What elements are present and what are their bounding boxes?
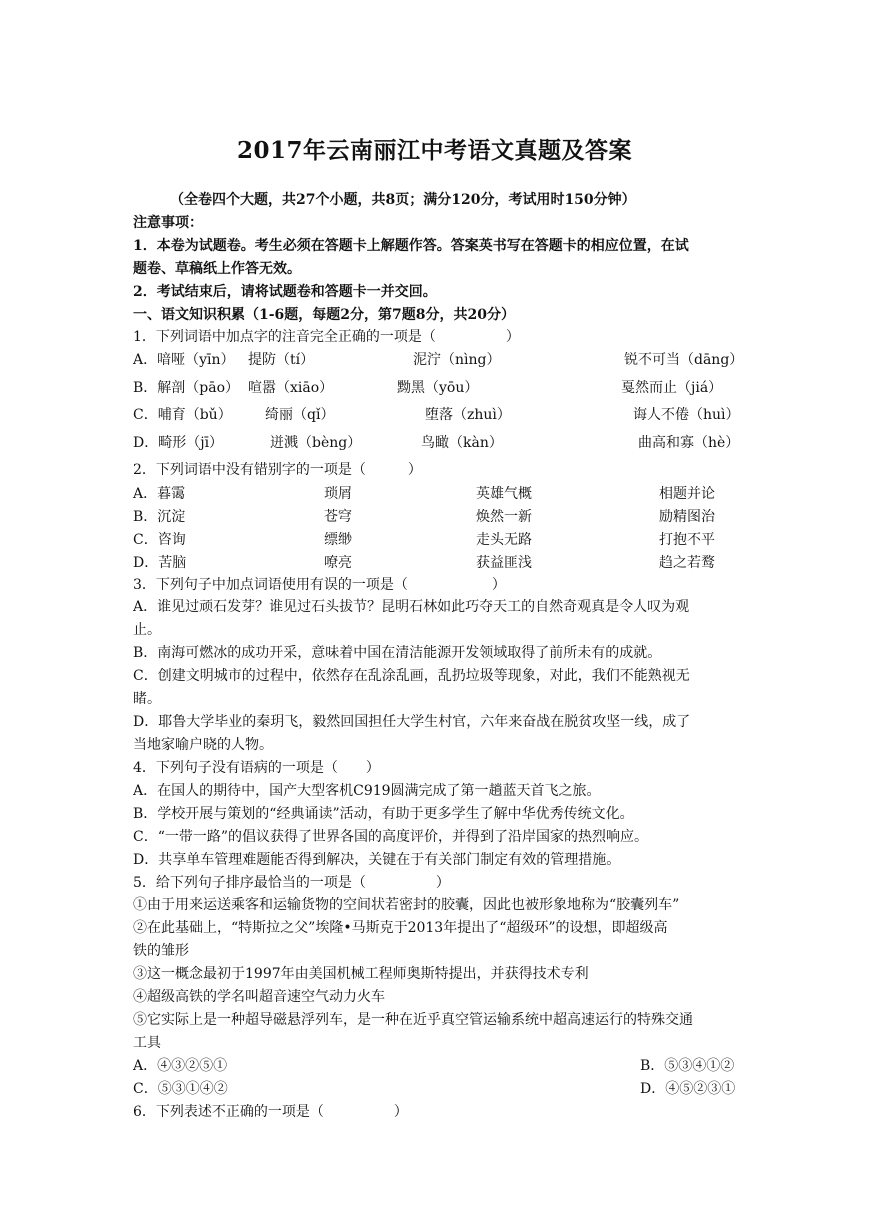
- q5-option-b: B．⑤③④①②: [640, 1058, 735, 1074]
- q2-a-word2: 琐屑: [324, 486, 352, 502]
- q5-sentence-5-cont: 工具: [133, 1035, 161, 1051]
- notes-title: 注意事项：: [133, 215, 203, 231]
- q1-a-word4: 锐不可当（dāng）: [624, 352, 744, 368]
- q5-option-row: [133, 1080, 739, 1100]
- q2-b-word4: 励精图治: [659, 509, 715, 525]
- q5-sentence-1: ①由于用来运送乘客和运输货物的空间状若密封的胶囊，因此也被形象地称为“胶囊列车”: [133, 897, 680, 913]
- q2-stem: 2．下列词语中没有错别字的一项是（ ）: [133, 462, 422, 478]
- q5-option-c: C．⑤③①④②: [133, 1081, 228, 1097]
- q3-option-b: B．南海可燃冰的成功开采，意味着中国在清洁能源开发领域取得了前所未有的成就。: [133, 645, 662, 661]
- q1-d-word1: D．畸形（jī）: [133, 435, 224, 451]
- note-1-line-1: 1．本卷为试题卷。考生必须在答题卡上解题作答。答案英书写在答题卡的相应位置，在试: [133, 238, 689, 254]
- q1-a-word2: 提防（tí）: [248, 352, 315, 368]
- q2-b-word1: B．沉淀: [133, 509, 186, 525]
- q2-a-word1: A．暮霭: [133, 486, 186, 502]
- q1-a-word3: 泥泞（nìng）: [413, 352, 501, 368]
- q2-d-word4: 趋之若鹜: [659, 555, 715, 571]
- q4-option-c: C．“一带一路”的倡议获得了世界各国的高度评价，并得到了沿岸国家的热烈响应。: [133, 829, 649, 845]
- q2-option-row: [133, 485, 739, 505]
- q2-d-word2: 嘹亮: [324, 555, 352, 571]
- q5-sentence-5: ⑤它实际上是一种超导磁悬浮列车，是一种在近乎真空管运输系统中超高速运行的特殊交通: [133, 1012, 693, 1028]
- q1-c-word3: 堕落（zhuì）: [425, 407, 511, 423]
- q2-d-word1: D．苦脑: [133, 555, 187, 571]
- q1-option-row: [133, 406, 739, 426]
- q5-option-a: A．④③②⑤①: [133, 1058, 228, 1074]
- q1-option-row: [133, 351, 744, 371]
- q2-d-word3: 获益匪浅: [476, 555, 532, 571]
- q2-b-word3: 焕然一新: [476, 509, 532, 525]
- q3-option-c-cont: 睹。: [133, 691, 161, 707]
- q1-d-word4: 曲高和寡（hè）: [638, 435, 740, 451]
- q2-a-word4: 相题并论: [659, 486, 715, 502]
- q2-c-word2: 缥缈: [324, 532, 352, 548]
- note-2: 2．考试结束后，请将试题卷和答题卡一并交回。: [133, 284, 437, 300]
- q1-c-word1: C．哺育（bǔ）: [133, 407, 232, 423]
- q2-option-row: [133, 508, 739, 528]
- q5-sentence-2: ②在此基础上，“特斯拉之父”埃隆•马斯克于2013年提出了“超级环”的设想，即超级高: [133, 920, 668, 936]
- q3-option-c: C．创建文明城市的过程中，依然存在乱涂乱画，乱扔垃圾等现象，对此，我们不能熟视无: [133, 668, 690, 684]
- q4-option-a: A．在国人的期待中，国产大型客机C919圆满完成了第一趟蓝天首飞之旅。: [133, 783, 601, 799]
- q2-c-word4: 打抱不平: [659, 532, 715, 548]
- q2-option-row: [133, 554, 739, 574]
- q1-stem: 1．下列词语中加点字的注音完全正确的一项是（ ）: [133, 329, 520, 345]
- q1-b-word2: 喧嚣（xiāo）: [248, 380, 334, 396]
- q5-sentence-4: ④超级高铁的学名叫超音速空气动力火车: [133, 989, 385, 1005]
- section-1-heading: 一、语文知识积累（1-6题，每题2分，第7题8分，共20分）: [133, 307, 515, 323]
- q1-d-word3: 鸟瞰（kàn）: [421, 435, 503, 451]
- q4-stem: 4．下列句子没有语病的一项是（ ）: [133, 760, 380, 776]
- q5-option-d: D．④⑤②③①: [640, 1081, 736, 1097]
- q5-sentence-3: ③这一概念最初于1997年由美国机械工程师奥斯特提出，并获得技术专利: [133, 966, 589, 982]
- q6-stem: 6．下列表述不正确的一项是（ ）: [133, 1104, 408, 1120]
- q1-a-word1: A．喑哑（yīn）: [133, 352, 235, 368]
- q1-b-word3: 黝黑（yōu）: [397, 380, 479, 396]
- q3-option-d-cont: 当地家喻户晓的人物。: [133, 737, 273, 753]
- q1-b-word4: 戛然而止（jiá）: [621, 380, 723, 396]
- q1-option-row: [133, 434, 739, 454]
- q2-b-word2: 苍穹: [324, 509, 352, 525]
- q3-option-a-cont: 止。: [133, 622, 161, 638]
- note-1-line-2: 题卷、草稿纸上作答无效。: [133, 261, 301, 277]
- q1-d-word2: 迸溅（bèng）: [270, 435, 362, 451]
- q5-stem: 5．给下列句子排序最恰当的一项是（ ）: [133, 875, 450, 891]
- q3-option-d: D．耶鲁大学毕业的秦玥飞，毅然回国担任大学生村官，六年来奋战在脱贫攻坚一线，成了: [133, 714, 691, 730]
- q1-c-word2: 绮丽（qǐ）: [265, 407, 335, 423]
- q2-c-word1: C．咨询: [133, 532, 186, 548]
- q1-c-word4: 诲人不倦（huì）: [633, 407, 740, 423]
- q3-option-a: A．谁见过顽石发芽？谁见过石头拔节？昆明石林如此巧夺天工的自然奇观真是令人叹为观: [133, 599, 690, 615]
- q2-option-row: [133, 531, 739, 551]
- q2-c-word3: 走头无路: [476, 532, 532, 548]
- q3-stem: 3．下列句子中加点词语使用有误的一项是（ ）: [133, 577, 506, 593]
- page-title: 2017年云南丽江中考语文真题及答案: [236, 137, 632, 164]
- q4-option-d: D．共享单车管理难题能否得到解决，关键在于有关部门制定有效的管理措施。: [133, 852, 621, 868]
- q1-option-row: [133, 379, 739, 399]
- q4-option-b: B．学校开展与策划的“经典诵读”活动，有助于更多学生了解中华优秀传统文化。: [133, 806, 634, 822]
- q2-a-word3: 英雄气概: [476, 486, 532, 502]
- exam-info: （全卷四个大题，共27个小题，共8页；满分120分，考试用时150分钟）: [170, 192, 636, 208]
- q5-sentence-2-cont: 铁的雏形: [133, 943, 189, 959]
- q1-b-word1: B．解剖（pāo）: [133, 380, 240, 396]
- q5-option-row: [133, 1057, 739, 1077]
